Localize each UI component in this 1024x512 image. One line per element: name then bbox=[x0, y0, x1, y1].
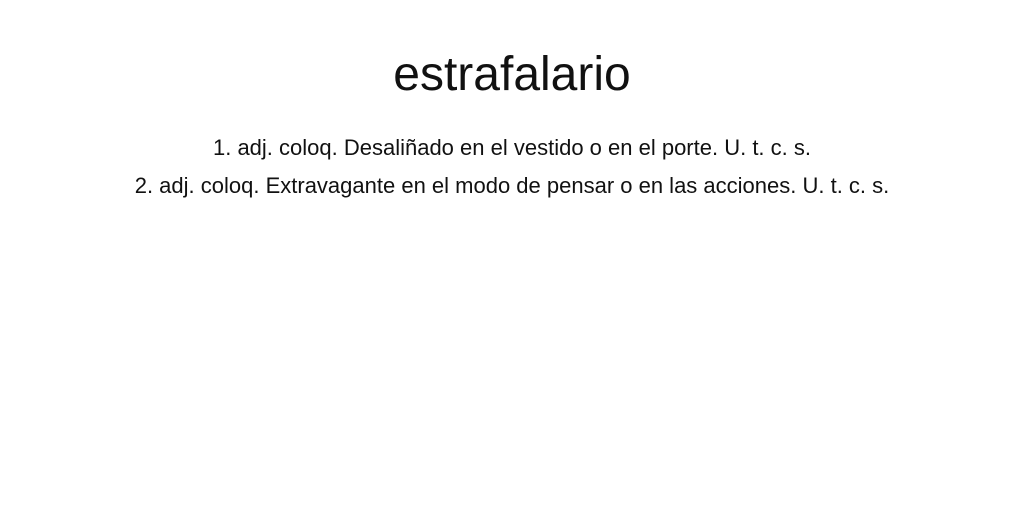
headword-title: estrafalario bbox=[393, 48, 631, 101]
definition-list bbox=[0, 129, 1024, 205]
definition-item: 1. adj. coloq. Desaliñado en el vestido o en el porte. U. t. c. s. bbox=[212, 135, 811, 160]
definition-item: 2. adj. coloq. Extravagante en el modo de pensar o en las acciones. U. t. c. s. bbox=[134, 173, 890, 198]
